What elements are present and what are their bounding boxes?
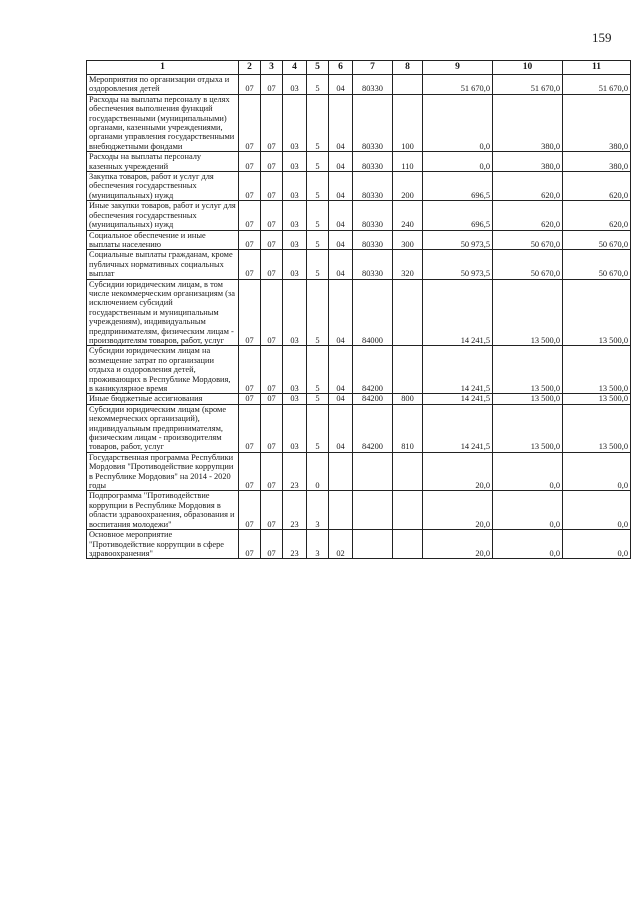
cell-col-3: 07 — [261, 491, 283, 530]
table-row — [87, 279, 631, 346]
cell-col-9: 20,0 — [423, 452, 493, 491]
cell-col-10: 620,0 — [493, 201, 563, 230]
cell-col-7: 80330 — [353, 250, 393, 279]
cell-col-8 — [393, 491, 423, 530]
cell-col-5: 5 — [307, 94, 329, 151]
header-col-4: 4 — [283, 61, 307, 75]
cell-col-2: 07 — [239, 394, 261, 404]
header-col-1: 1 — [87, 61, 239, 75]
table-row — [87, 530, 631, 559]
row-name: Основное мероприятие "Противодействие коррупции в сфере здравоохранения" — [87, 530, 239, 559]
cell-col-5: 5 — [307, 75, 329, 95]
cell-col-5: 5 — [307, 394, 329, 404]
cell-col-6: 02 — [329, 530, 353, 559]
cell-col-5: 5 — [307, 152, 329, 172]
header-col-8: 8 — [393, 61, 423, 75]
cell-col-9: 50 973,5 — [423, 230, 493, 250]
header-row — [87, 61, 631, 75]
cell-col-6 — [329, 452, 353, 491]
cell-col-2: 07 — [239, 201, 261, 230]
row-name: Субсидии юридическим лицам (кроме некоммерческих организаций), индивидуальным предпринимателям, физическим лицам - производителям товаров, работ, услуг — [87, 404, 239, 452]
cell-col-3: 07 — [261, 250, 283, 279]
cell-col-3: 07 — [261, 404, 283, 452]
cell-col-8 — [393, 346, 423, 394]
cell-col-3: 07 — [261, 230, 283, 250]
table-row — [87, 230, 631, 250]
cell-col-7 — [353, 491, 393, 530]
cell-col-10: 50 670,0 — [493, 250, 563, 279]
cell-col-8: 300 — [393, 230, 423, 250]
cell-col-6: 04 — [329, 94, 353, 151]
cell-col-11: 51 670,0 — [563, 75, 631, 95]
cell-col-10: 0,0 — [493, 491, 563, 530]
row-name: Социальное обеспечение и иные выплаты населению — [87, 230, 239, 250]
row-name: Социальные выплаты гражданам, кроме публичных нормативных социальных выплат — [87, 250, 239, 279]
cell-col-6: 04 — [329, 75, 353, 95]
row-name: Мероприятия по организации отдыха и оздоровления детей — [87, 75, 239, 95]
cell-col-7: 84200 — [353, 404, 393, 452]
table-row — [87, 491, 631, 530]
cell-col-5: 0 — [307, 452, 329, 491]
cell-col-9: 20,0 — [423, 530, 493, 559]
cell-col-7: 80330 — [353, 201, 393, 230]
page-number: 159 — [592, 30, 612, 45]
header-col-7: 7 — [353, 61, 393, 75]
cell-col-3: 07 — [261, 201, 283, 230]
cell-col-9: 696,5 — [423, 201, 493, 230]
header-col-5: 5 — [307, 61, 329, 75]
cell-col-11: 620,0 — [563, 172, 631, 201]
cell-col-7 — [353, 452, 393, 491]
cell-col-5: 5 — [307, 172, 329, 201]
cell-col-4: 03 — [283, 394, 307, 404]
cell-col-9: 14 241,5 — [423, 279, 493, 346]
cell-col-8 — [393, 452, 423, 491]
cell-col-11: 380,0 — [563, 94, 631, 151]
cell-col-10: 0,0 — [493, 530, 563, 559]
cell-col-2: 07 — [239, 230, 261, 250]
table-row — [87, 452, 631, 491]
cell-col-9: 20,0 — [423, 491, 493, 530]
cell-col-7: 80330 — [353, 94, 393, 151]
cell-col-6: 04 — [329, 230, 353, 250]
cell-col-11: 13 500,0 — [563, 279, 631, 346]
cell-col-7: 80330 — [353, 152, 393, 172]
cell-col-11: 0,0 — [563, 452, 631, 491]
cell-col-2: 07 — [239, 94, 261, 151]
cell-col-2: 07 — [239, 172, 261, 201]
cell-col-3: 07 — [261, 452, 283, 491]
cell-col-3: 07 — [261, 530, 283, 559]
cell-col-3: 07 — [261, 172, 283, 201]
cell-col-8: 810 — [393, 404, 423, 452]
row-name: Иные закупки товаров, работ и услуг для обеспечения государственных (муниципальных) нужд — [87, 201, 239, 230]
cell-col-8 — [393, 279, 423, 346]
cell-col-6: 04 — [329, 394, 353, 404]
row-name: Государственная программа Республики Мордовия "Противодействие коррупции в Республике Мордовия" на 2014 - 2020 годы — [87, 452, 239, 491]
cell-col-4: 03 — [283, 346, 307, 394]
cell-col-7 — [353, 530, 393, 559]
header-col-2: 2 — [239, 61, 261, 75]
table-row — [87, 172, 631, 201]
cell-col-2: 07 — [239, 279, 261, 346]
table-row — [87, 94, 631, 151]
header-col-11: 11 — [563, 61, 631, 75]
cell-col-10: 380,0 — [493, 152, 563, 172]
cell-col-7: 84200 — [353, 346, 393, 394]
cell-col-2: 07 — [239, 250, 261, 279]
cell-col-9: 696,5 — [423, 172, 493, 201]
table-header — [87, 61, 631, 75]
cell-col-4: 03 — [283, 201, 307, 230]
cell-col-10: 620,0 — [493, 172, 563, 201]
cell-col-5: 3 — [307, 491, 329, 530]
row-name: Субсидии юридическим лицам, в том числе некоммерческим организациям (за исключением субсидий государственным и муниципальным учреждениям), индивидуальным предпринимателям, физическим лицам - производителям товаров, работ, услуг — [87, 279, 239, 346]
cell-col-4: 23 — [283, 530, 307, 559]
cell-col-4: 03 — [283, 172, 307, 201]
cell-col-6: 04 — [329, 279, 353, 346]
cell-col-10: 0,0 — [493, 452, 563, 491]
cell-col-4: 03 — [283, 94, 307, 151]
cell-col-9: 14 241,5 — [423, 346, 493, 394]
cell-col-8: 100 — [393, 94, 423, 151]
cell-col-10: 13 500,0 — [493, 394, 563, 404]
cell-col-4: 03 — [283, 404, 307, 452]
cell-col-11: 50 670,0 — [563, 230, 631, 250]
cell-col-9: 0,0 — [423, 152, 493, 172]
row-name: Иные бюджетные ассигнования — [87, 394, 239, 404]
table-row — [87, 75, 631, 95]
cell-col-6: 04 — [329, 404, 353, 452]
cell-col-3: 07 — [261, 152, 283, 172]
cell-col-6 — [329, 491, 353, 530]
cell-col-8 — [393, 75, 423, 95]
cell-col-5: 5 — [307, 346, 329, 394]
cell-col-11: 13 500,0 — [563, 404, 631, 452]
row-name: Субсидии юридическим лицам на возмещение затрат по организации отдыха и оздоровления детей, проживающих в Республике Мордовия, в каникулярное время — [87, 346, 239, 394]
row-name: Расходы на выплаты персоналу в целях обеспечения выполнения функций государственными (муниципальными) органами, казенными учреждениями, органами управления государственными внебюджетными фондами — [87, 94, 239, 151]
cell-col-7: 80330 — [353, 172, 393, 201]
cell-col-8: 110 — [393, 152, 423, 172]
cell-col-10: 380,0 — [493, 94, 563, 151]
table-body — [87, 75, 631, 559]
cell-col-11: 13 500,0 — [563, 394, 631, 404]
cell-col-9: 14 241,5 — [423, 394, 493, 404]
cell-col-6: 04 — [329, 201, 353, 230]
cell-col-8: 200 — [393, 172, 423, 201]
cell-col-5: 5 — [307, 279, 329, 346]
cell-col-11: 0,0 — [563, 491, 631, 530]
cell-col-9: 50 973,5 — [423, 250, 493, 279]
table-row — [87, 152, 631, 172]
header-col-6: 6 — [329, 61, 353, 75]
header-col-10: 10 — [493, 61, 563, 75]
cell-col-3: 07 — [261, 394, 283, 404]
cell-col-2: 07 — [239, 152, 261, 172]
cell-col-9: 51 670,0 — [423, 75, 493, 95]
cell-col-8: 320 — [393, 250, 423, 279]
cell-col-7: 84200 — [353, 394, 393, 404]
cell-col-10: 50 670,0 — [493, 230, 563, 250]
table-row — [87, 201, 631, 230]
cell-col-7: 84000 — [353, 279, 393, 346]
cell-col-10: 51 670,0 — [493, 75, 563, 95]
cell-col-4: 23 — [283, 491, 307, 530]
row-name: Закупка товаров, работ и услуг для обеспечения государственных (муниципальных) нужд — [87, 172, 239, 201]
cell-col-11: 13 500,0 — [563, 346, 631, 394]
cell-col-4: 03 — [283, 152, 307, 172]
cell-col-4: 03 — [283, 230, 307, 250]
table-row — [87, 346, 631, 394]
cell-col-6: 04 — [329, 152, 353, 172]
header-col-9: 9 — [423, 61, 493, 75]
table-row — [87, 250, 631, 279]
cell-col-5: 5 — [307, 250, 329, 279]
cell-col-3: 07 — [261, 346, 283, 394]
cell-col-2: 07 — [239, 75, 261, 95]
cell-col-7: 80330 — [353, 230, 393, 250]
cell-col-11: 50 670,0 — [563, 250, 631, 279]
cell-col-2: 07 — [239, 530, 261, 559]
cell-col-9: 14 241,5 — [423, 404, 493, 452]
cell-col-10: 13 500,0 — [493, 346, 563, 394]
cell-col-11: 0,0 — [563, 530, 631, 559]
cell-col-3: 07 — [261, 94, 283, 151]
cell-col-10: 13 500,0 — [493, 279, 563, 346]
cell-col-5: 5 — [307, 230, 329, 250]
table-row — [87, 404, 631, 452]
budget-table — [86, 60, 631, 559]
cell-col-5: 5 — [307, 404, 329, 452]
cell-col-2: 07 — [239, 404, 261, 452]
header-col-3: 3 — [261, 61, 283, 75]
row-name: Подпрограмма "Противодействие коррупции в Республике Мордовия в области здравоохранения, образования и воспитания молодежи" — [87, 491, 239, 530]
cell-col-4: 03 — [283, 279, 307, 346]
cell-col-6: 04 — [329, 346, 353, 394]
cell-col-2: 07 — [239, 452, 261, 491]
cell-col-10: 13 500,0 — [493, 404, 563, 452]
cell-col-8: 800 — [393, 394, 423, 404]
cell-col-4: 23 — [283, 452, 307, 491]
cell-col-7: 80330 — [353, 75, 393, 95]
cell-col-2: 07 — [239, 346, 261, 394]
cell-col-8 — [393, 530, 423, 559]
cell-col-5: 3 — [307, 530, 329, 559]
cell-col-9: 0,0 — [423, 94, 493, 151]
cell-col-6: 04 — [329, 172, 353, 201]
cell-col-11: 380,0 — [563, 152, 631, 172]
row-name: Расходы на выплаты персоналу казенных учреждений — [87, 152, 239, 172]
cell-col-4: 03 — [283, 75, 307, 95]
cell-col-2: 07 — [239, 491, 261, 530]
cell-col-5: 5 — [307, 201, 329, 230]
cell-col-3: 07 — [261, 279, 283, 346]
cell-col-3: 07 — [261, 75, 283, 95]
table-row — [87, 394, 631, 404]
cell-col-6: 04 — [329, 250, 353, 279]
cell-col-11: 620,0 — [563, 201, 631, 230]
cell-col-4: 03 — [283, 250, 307, 279]
cell-col-8: 240 — [393, 201, 423, 230]
